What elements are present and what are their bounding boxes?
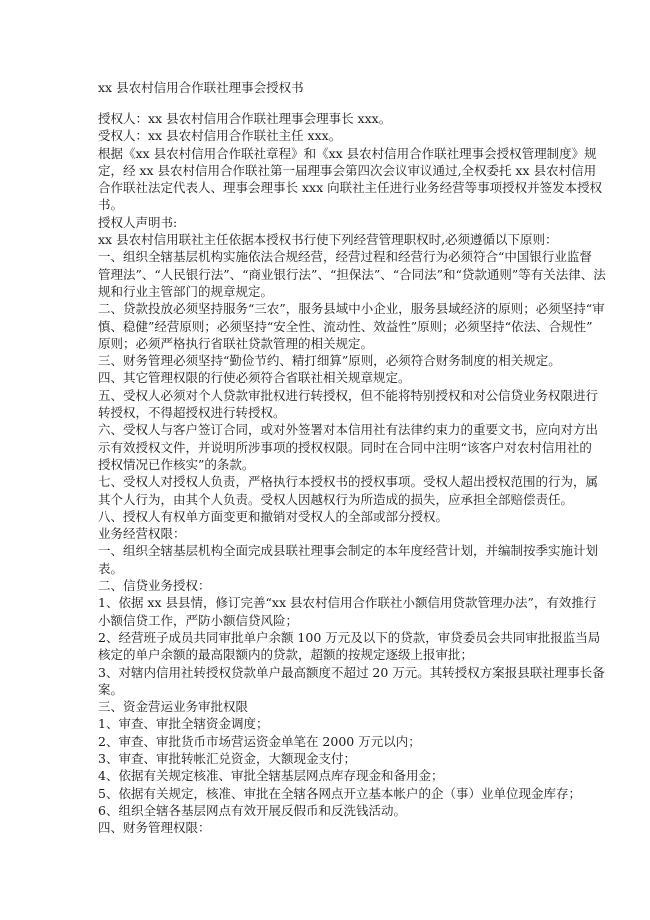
document-line: 一、组织全辖基层机构实施依法合规经营，经营过程和经营行为必须符合“中国银行业监督	[98, 249, 592, 265]
document-line: 六、受权人与客户签订合同，或对外签署对本信用社有法律约束力的重要文书，应向对方出	[98, 422, 599, 438]
document-line: 授权人声明书:	[98, 214, 178, 230]
document-body	[98, 110, 606, 836]
document-line: 定，经 xx 县农村信用合作联社第一届理事会第四次会议审议通过,全权委托 xx 县农村信用	[98, 162, 597, 178]
document-line: 五、受权人必须对个人贷款审批权进行转授权，但不能将特别授权和对公信贷业务权限进行	[98, 387, 599, 403]
document-line: 3、对辖内信用社转授权贷款单户最高额度不超过 20 万元。其转授权方案报县联社理事长备	[98, 664, 605, 680]
document-line: xx 县农村信用联社主任依据本授权书行使下列经营管理职权时,必须遵循以下原则：	[98, 232, 558, 248]
document-line: 受权人：xx 县农村信用合作联社主任 xxx。	[98, 128, 342, 144]
document-line: 合作联社法定代表人、理事会理事长 xxx 向联社主任进行业务经营等事项授权并签发本授权	[98, 180, 603, 196]
document-line: 小额信贷工作，严防小额信贷风险；	[98, 612, 299, 628]
document-line: 二、贷款投放必须坚持服务“三农”，服务县域中小企业，服务县域经济的原则；必须坚持“审	[98, 301, 605, 317]
document-line: 七、受权人对授权人负责，严格执行本授权书的授权事项。受权人超出授权范围的行为，属	[98, 474, 599, 490]
document-line: 4、依据有关规定核准、审批全辖基层网点库存现金和备用金；	[98, 768, 444, 784]
document-line: 6、组织全辖各基层网点有效开展反假币和反洗钱活动。	[98, 802, 406, 818]
document-title: xx 县农村信用合作联社理事会授权书	[98, 80, 304, 95]
document-line: 规和行业主管部门的规章规定。	[98, 283, 274, 299]
document-line: 授权情况已作核实”的条款。	[98, 456, 255, 472]
document-line: 5、依据有关规定，核准、审批在全辖各网点开立基本帐户的企（事）业单位现金库存；	[98, 785, 581, 801]
document-line: 案。	[98, 681, 124, 697]
document-line: 2、经营班子成员共同审批单户余额 100 万元及以下的贷款，审贷委员会共同审批报监当局	[98, 629, 601, 645]
document-line: 示有效授权文件，并说明所涉事项的授权权限。同时在合同中注明“该客户对农村信用社的	[98, 439, 592, 455]
document-line: 根据《xx 县农村信用合作联社章程》和《xx 县农村信用合作联社理事会授权管理制度》规	[98, 145, 597, 161]
document-line: 二、信贷业务授权：	[98, 578, 211, 594]
document-line: 原则；必须严格执行省联社贷款管理的相关规定。	[98, 335, 374, 351]
document-line: 1、依据 xx 县县情，修订完善“xx 县农村信用合作联社小额信用贷款管理办法”，有效推行	[98, 595, 597, 611]
document-line: 三、财务管理必须坚持“勤俭节约、精打细算”原则，必须符合财务制度的相关规定。	[98, 353, 561, 369]
document-line: 核定的单户余额的最高限额内的贷款，超额的按规定逐级上报审批；	[98, 647, 474, 663]
document-line: 八、授权人有权单方面变更和撤销对受权人的全部或部分授权。	[98, 508, 449, 524]
document-line: 管理法”、“人民银行法”、“商业银行法”、“担保法”、“合同法”和“贷款通则”等有关法律、法	[98, 266, 606, 282]
document-line: 书。	[98, 197, 124, 213]
document-line: 表。	[98, 560, 124, 576]
document-line: 其个人行为，由其个人负责。受权人因越权行为所造成的损失，应承担全部赔偿责任。	[98, 491, 574, 507]
document-line: 三、资金营运业务审批权限	[98, 699, 249, 715]
document-line: 慎、稳健”经营原则；必须坚持“安全性、流动性、效益性”原则；必须坚持“依法、合规性”	[98, 318, 593, 334]
document-line: 四、财务管理权限：	[98, 820, 211, 836]
document-line: 转授权，不得超授权进行转授权。	[98, 405, 286, 421]
document-line: 授权人：xx 县农村信用合作联社理事会理事长 xxx。	[98, 111, 392, 126]
document-line: 一、组织全辖基层机构全面完成县联社理事会制定的本年度经营计划，并编制按季实施计划	[98, 543, 599, 559]
document-line: 四、其它管理权限的行使必须符合省联社相关规章规定。	[98, 370, 411, 386]
document-line: 业务经营权限：	[98, 526, 186, 542]
document-line: 3、审查、审批转帐汇兑资金，大额现金支付；	[98, 750, 356, 766]
document-line: 1、审查、审批全辖资金调度；	[98, 716, 269, 732]
document-line: 2、审查、审批货币市场营运资金单笔在 2000 万元以内；	[98, 733, 421, 749]
